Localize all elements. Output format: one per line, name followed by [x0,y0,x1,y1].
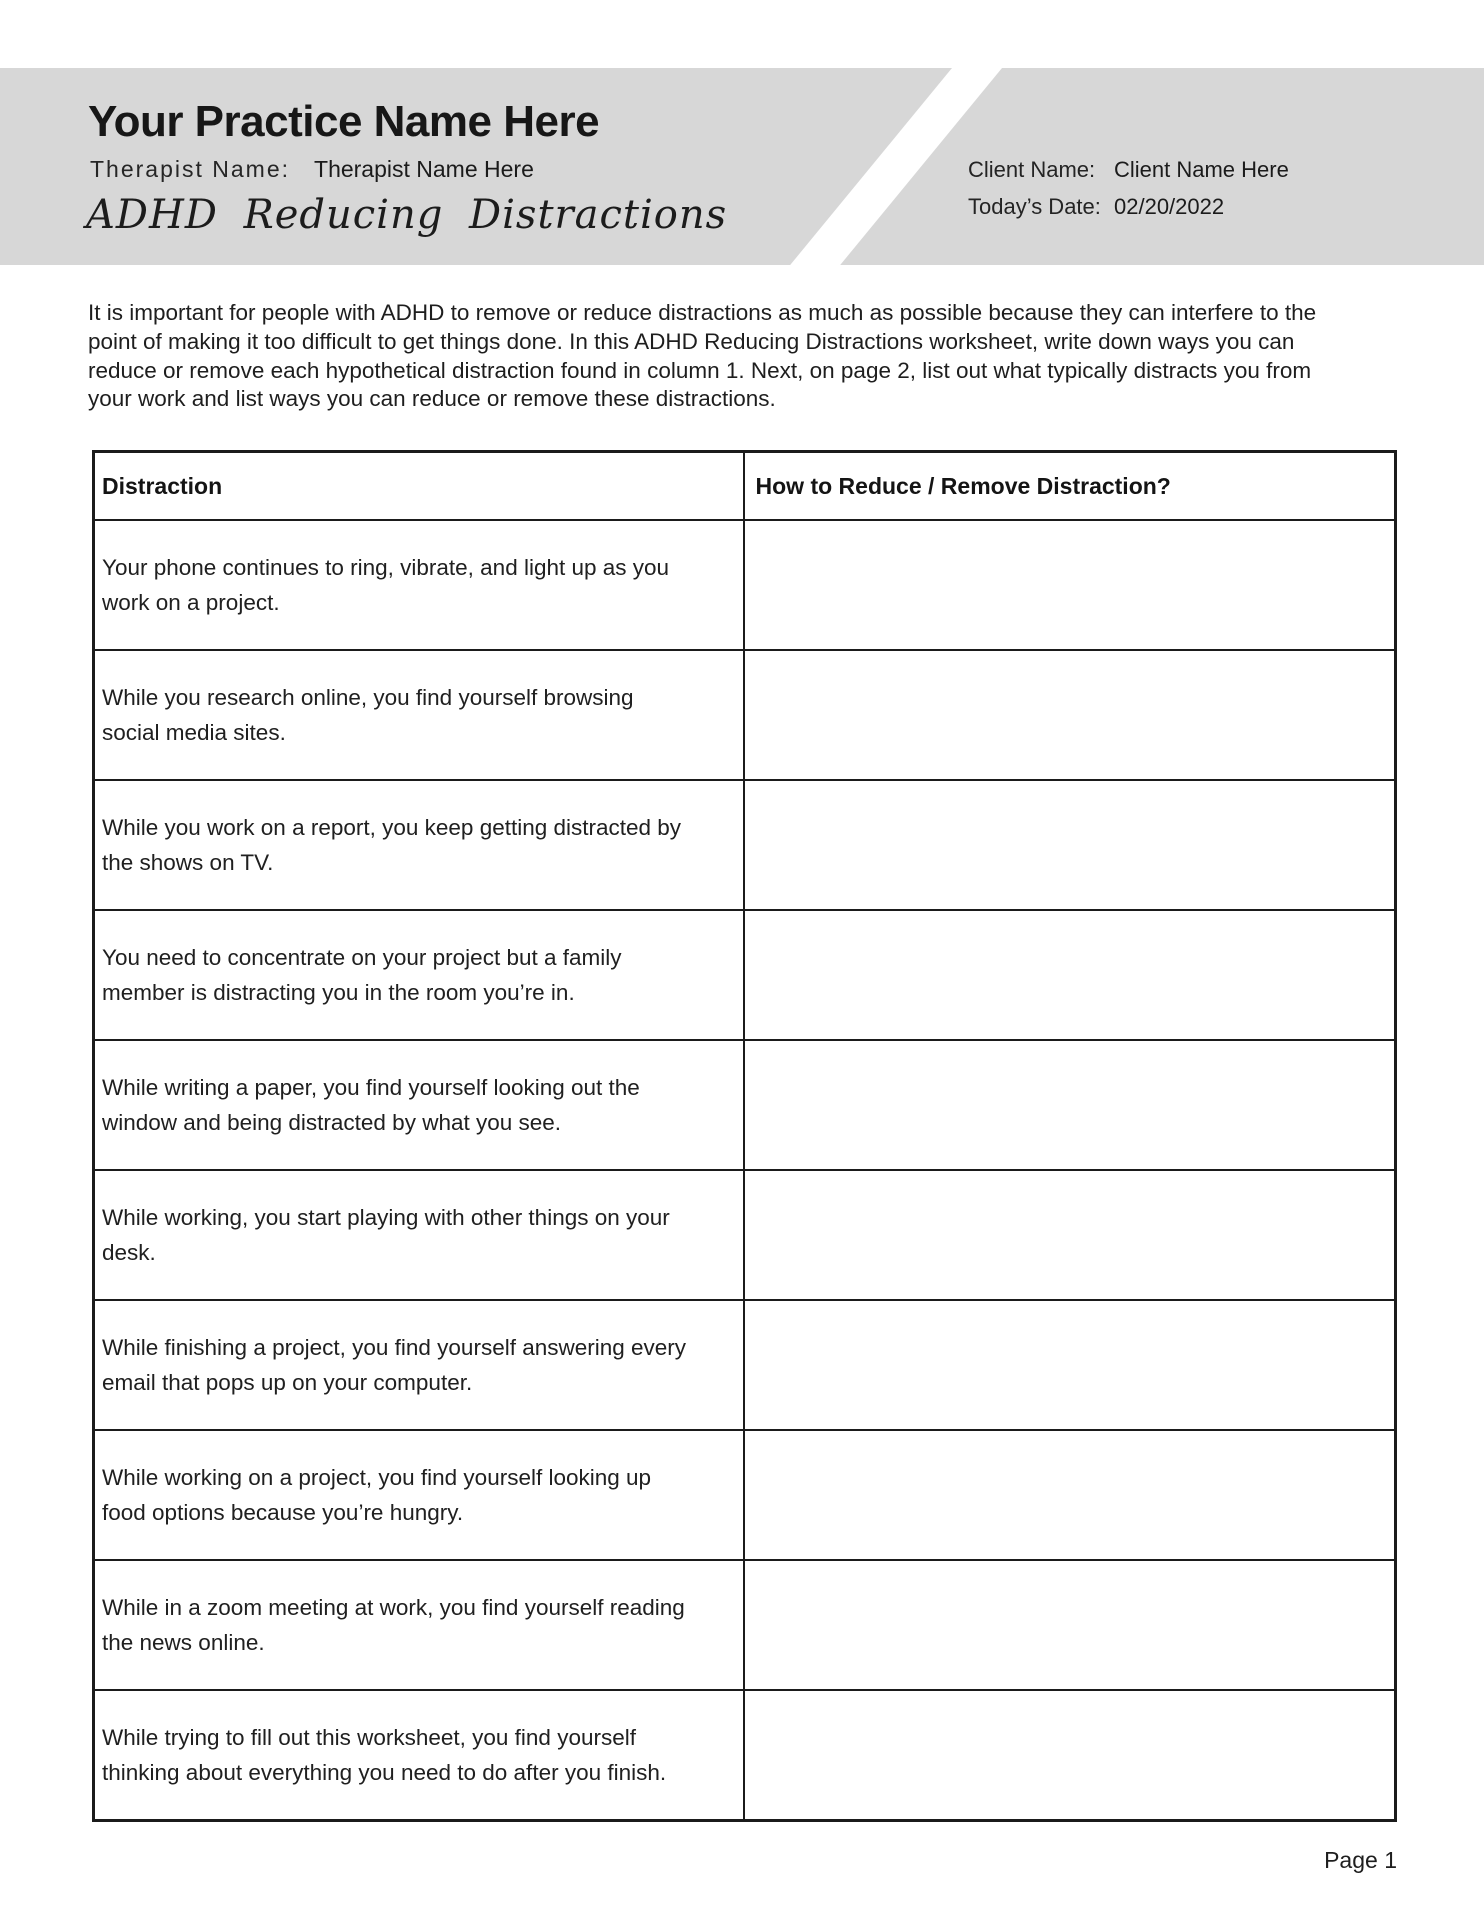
distraction-cell [94,1040,744,1170]
distraction-text-line: the shows on TV. [102,850,274,875]
distraction-text-line: While working on a project, you find yourself looking up [102,1465,652,1490]
client-name-label: Client Name: [968,157,1096,182]
distraction-text-line: desk. [102,1240,156,1265]
todays-date-label: Today’s Date: [968,194,1101,219]
todays-date-value: 02/20/2022 [1114,194,1225,219]
table-row [94,1170,1396,1300]
table-row [94,780,1396,910]
answer-column-header: How to Reduce / Remove Distraction? [744,452,1396,521]
distraction-text-line: email that pops up on your computer. [102,1370,473,1395]
answer-cell[interactable] [744,1690,1396,1821]
distraction-cell [94,520,744,650]
distraction-text-line: While you research online, you find yourself browsing [102,685,634,710]
table-row [94,520,1396,650]
table-row [94,910,1396,1040]
intro-paragraph [88,299,1316,414]
table-header-row [94,452,1396,521]
table-row [94,1040,1396,1170]
answer-cell[interactable] [744,650,1396,780]
distraction-cell [94,780,744,910]
distraction-cell [94,1430,744,1560]
distraction-text-line: work on a project. [102,590,280,615]
answer-cell[interactable] [744,780,1396,910]
practice-name-title: Your Practice Name Here [88,97,600,146]
therapist-name-row [90,156,534,183]
distraction-text-line: food options because you’re hungry. [102,1500,464,1525]
answer-cell[interactable] [744,1300,1396,1430]
distraction-cell [94,1300,744,1430]
answer-cell[interactable] [744,910,1396,1040]
client-name-row [968,157,1289,183]
distraction-cell [94,1170,744,1300]
answer-cell[interactable] [744,1430,1396,1560]
table-row [94,1690,1396,1821]
intro-line: point of making it too difficult to get things done. In this ADHD Reducing Distractions worksheet, write down ways you can [88,328,1295,354]
intro-line: It is important for people with ADHD to remove or reduce distractions as much as possible because they can interfere to the [88,300,1317,325]
distraction-text-line: Your phone continues to ring, vibrate, and light up as you [102,555,670,580]
worksheet-title: ADHD Reducing Distractions [86,192,728,238]
distraction-text-line: You need to concentrate on your project but a family [102,945,622,970]
distraction-text-line: While finishing a project, you find yourself answering every [102,1335,687,1360]
distraction-cell [94,1690,744,1821]
distraction-text-line: window and being distracted by what you see. [102,1110,562,1135]
distraction-text-line: the news online. [102,1630,265,1655]
table-row [94,1300,1396,1430]
distraction-text-line: While you work on a report, you keep getting distracted by [102,815,682,840]
table-row [94,650,1396,780]
distraction-column-header: Distraction [94,452,744,521]
distraction-table [92,450,1397,1822]
therapist-name-value: Therapist Name Here [314,156,534,182]
table-row [94,1430,1396,1560]
distraction-text-line: While in a zoom meeting at work, you find yourself reading [102,1595,685,1620]
todays-date-row [968,194,1224,220]
answer-cell[interactable] [744,1040,1396,1170]
distraction-text-line: While writing a paper, you find yourself looking out the [102,1075,640,1100]
answer-cell[interactable] [744,1560,1396,1690]
answer-cell[interactable] [744,1170,1396,1300]
distraction-text-line: member is distracting you in the room you’re in. [102,980,575,1005]
distraction-text-line: thinking about everything you need to do after you finish. [102,1760,667,1785]
intro-line: your work and list ways you can reduce or remove these distractions. [88,386,776,412]
distraction-text-line: While trying to fill out this worksheet, you find yourself [102,1725,636,1750]
distraction-text-line: social media sites. [102,720,286,745]
distraction-cell [94,1560,744,1690]
distraction-cell [94,910,744,1040]
table-body [94,520,1396,1821]
answer-cell[interactable] [744,520,1396,650]
table-row [94,1560,1396,1690]
client-name-value: Client Name Here [1114,157,1289,182]
distraction-text-line: While working, you start playing with other things on your [102,1205,670,1230]
therapist-name-label: Therapist Name: [90,156,291,182]
page-number: Page 1 [1324,1847,1397,1873]
intro-line: reduce or remove each hypothetical distraction found in column 1. Next, on page 2, list out what typically distracts you from [88,357,1312,383]
distraction-cell [94,650,744,780]
